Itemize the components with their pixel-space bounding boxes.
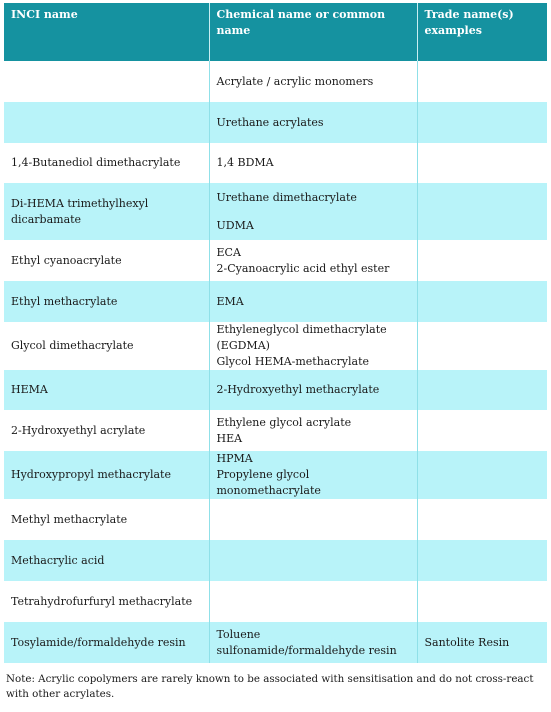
chemical-name-line: Ethyleneglycol dimethacrylate (EGDMA) <box>216 323 387 352</box>
trade-name-cell <box>417 322 547 370</box>
chemical-name-cell <box>209 102 417 143</box>
chemical-name-line: Urethane dimethacrylate <box>216 190 357 204</box>
table-note: Note: Acrylic copolymers are rarely known to be associated with sensitisation and do not cross-react with other acrylates. <box>6 673 534 700</box>
trade-name-cell <box>417 370 547 410</box>
chemical-name-line: Propylene glycol monomethacrylate <box>216 468 321 497</box>
table-row <box>4 61 547 102</box>
chemical-name-cell <box>209 240 417 281</box>
chemical-name-cell <box>209 622 417 663</box>
header-inci-name: INCI name <box>4 3 209 61</box>
chemical-name-cell <box>209 183 417 240</box>
table-row <box>4 540 547 581</box>
trade-name-cell <box>417 451 547 499</box>
inci-name-cell: Glycol dimethacrylate <box>4 322 209 370</box>
inci-name-cell <box>4 102 209 143</box>
trade-name-cell <box>417 143 547 183</box>
table-row <box>4 143 547 183</box>
inci-name-cell: 2-Hydroxyethyl acrylate <box>4 410 209 451</box>
chemical-name-cell <box>209 540 417 581</box>
chemical-name-line: 2-Hydroxyethyl methacrylate <box>216 383 380 396</box>
trade-name-cell <box>417 499 547 540</box>
trade-name-cell <box>417 183 547 240</box>
acrylates-table <box>4 3 547 663</box>
inci-name-cell: Methacrylic acid <box>4 540 209 581</box>
chemical-name-cell <box>209 581 417 622</box>
chemical-name-line: Urethane acrylates <box>216 115 324 129</box>
chemical-name-cell <box>209 281 417 322</box>
trade-name-cell <box>417 102 547 143</box>
table-row <box>4 281 547 322</box>
chemical-name-line: Acrylate / acrylic monomers <box>216 74 374 88</box>
chemical-name-line: 2-Cyanoacrylic acid ethyl ester <box>216 261 390 275</box>
table-header-row <box>4 3 547 61</box>
line-gap <box>217 206 409 218</box>
table-row <box>4 102 547 143</box>
inci-name-cell: Ethyl cyanoacrylate <box>4 240 209 281</box>
header-trade-names: Trade name(s) examples <box>417 3 547 61</box>
trade-name-cell: Santolite Resin <box>417 622 547 663</box>
chemical-name-line: UDMA <box>216 218 254 232</box>
table-row <box>4 622 547 663</box>
chemical-name-line: ECA <box>216 245 241 259</box>
trade-name-cell <box>417 410 547 451</box>
chemical-name-line: Glycol HEMA-methacrylate <box>216 355 370 368</box>
chemical-name-cell <box>209 499 417 540</box>
chemical-name-line: 1,4 BDMA <box>216 156 274 169</box>
table-row <box>4 240 547 281</box>
inci-name-cell: HEMA <box>4 370 209 410</box>
inci-name-cell: Methyl methacrylate <box>4 499 209 540</box>
chemical-name-line: HPMA <box>216 452 253 465</box>
inci-name-cell: Tetrahydrofurfuryl methacrylate <box>4 581 209 622</box>
chemical-name-cell <box>209 451 417 499</box>
inci-name-cell <box>4 61 209 102</box>
trade-name-cell <box>417 61 547 102</box>
trade-name-cell <box>417 281 547 322</box>
chemical-name-cell <box>209 322 417 370</box>
chemical-name-line: Toluene sulfonamide/formaldehyde resin <box>216 627 397 657</box>
chemical-name-cell <box>209 61 417 102</box>
chemical-name-cell <box>209 370 417 410</box>
table-row <box>4 410 547 451</box>
chemical-name-line: EMA <box>216 294 244 308</box>
trade-name-cell <box>417 240 547 281</box>
inci-name-cell: Ethyl methacrylate <box>4 281 209 322</box>
trade-name-cell <box>417 540 547 581</box>
chemical-name-line: HEA <box>216 431 243 445</box>
chemical-name-cell <box>209 143 417 183</box>
chemical-name-cell <box>209 410 417 451</box>
inci-name-cell: Hydroxypropyl methacrylate <box>4 451 209 499</box>
table-row <box>4 451 547 499</box>
table-row <box>4 581 547 622</box>
trade-name-cell <box>417 581 547 622</box>
table-row <box>4 322 547 370</box>
inci-name-cell: 1,4-Butanediol dimethacrylate <box>4 143 209 183</box>
table-row <box>4 499 547 540</box>
table-row <box>4 183 547 240</box>
chemical-name-line: Ethylene glycol acrylate <box>216 415 352 429</box>
inci-name-cell: Di-HEMA trimethylhexyl dicarbamate <box>4 183 209 240</box>
header-chemical-name: Chemical name or common name <box>209 3 417 61</box>
table-row <box>4 370 547 410</box>
inci-name-cell: Tosylamide/formaldehyde resin <box>4 622 209 663</box>
